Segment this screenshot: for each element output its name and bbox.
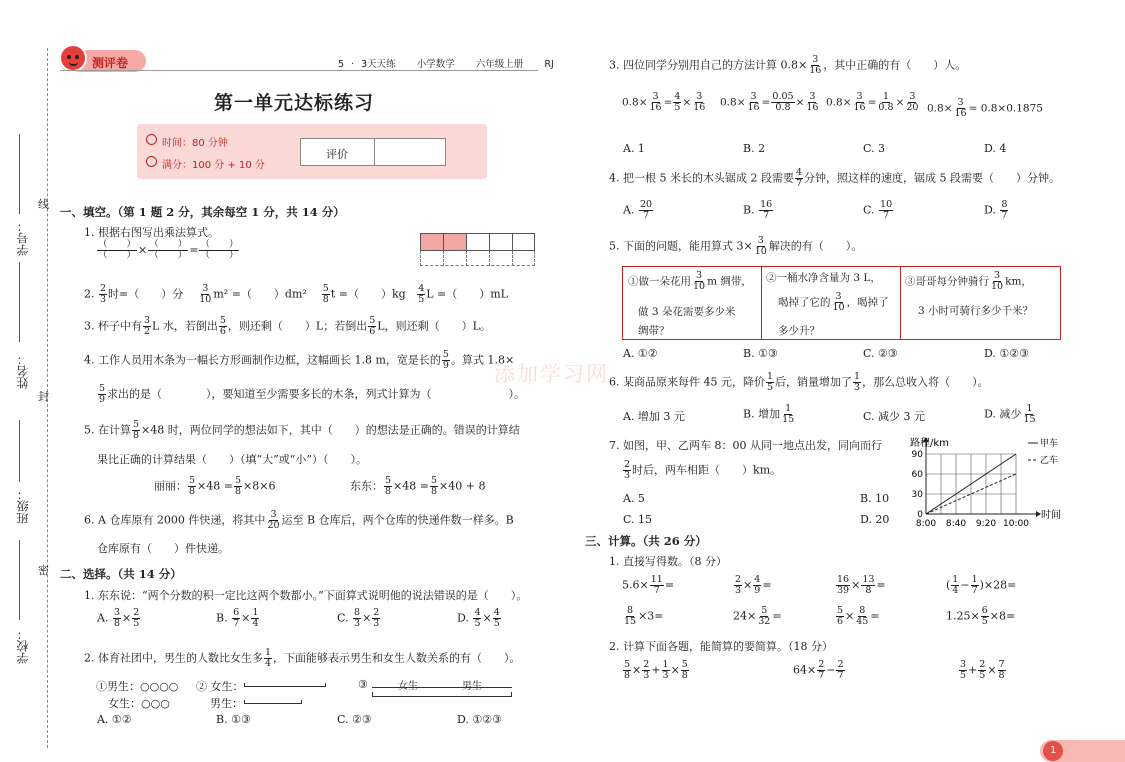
q1-blank-n2: （ ） <box>149 239 188 250</box>
calc-item-6: 24× $\frac{5}{32}$ = <box>733 605 782 627</box>
c5-box1b: m 绸带， <box>707 275 752 288</box>
q4-num: 4. <box>84 353 95 367</box>
c1-option-d[interactable]: D. $\frac{4}{5}$ × $\frac{4}{5}$ <box>457 607 500 629</box>
c2-answer-c[interactable]: C. ②③ <box>337 713 372 726</box>
c5-answer-d[interactable]: D. ①②③ <box>984 347 1030 360</box>
xuexiao-line <box>19 540 20 620</box>
time-limit: 时间：80 分钟 <box>162 138 228 149</box>
c4-answer-b[interactable]: B. $\frac{16}{7}$ <box>743 199 773 221</box>
q1-text: 根据右图写出乘法算式。 <box>98 226 219 239</box>
q5-lili: 丽丽： $\frac{5}{8}$ ×48 = $\frac{5}{8}$ ×8×6 <box>154 475 276 497</box>
c1-option-a[interactable]: A. $\frac{3}{8}$ × $\frac{2}{5}$ <box>97 607 140 629</box>
q3-text-d: L，则还剩（ ）L。 <box>377 319 491 333</box>
c2-opt2-girls-bar <box>244 683 326 687</box>
c5-divider-1 <box>761 266 762 340</box>
c7-text: 如图，甲、乙两车 8：00 从同一地点出发，同向而行 <box>623 439 882 452</box>
badge-mascot-icon <box>59 44 87 72</box>
c2-opt1-boys: ①男生：○○○○ <box>96 680 179 693</box>
c5-box3b: km， <box>1005 275 1032 288</box>
x-tick-label: 10:00 <box>1003 519 1029 529</box>
c5-box1-line2: 做 3 朵花需要多少米 <box>638 306 736 318</box>
c7-num: 7. <box>609 439 620 452</box>
c1 <box>84 587 527 603</box>
badge-label: 测评卷 <box>92 56 129 70</box>
q5-line2: 果比正确的计算结果（ ）（填“大”或“小”）（ ）。 <box>97 453 367 466</box>
page-title: 第一单元达标练习 <box>214 92 375 114</box>
q6-text-1a: A 仓库原有 2000 件快递，将其中 <box>98 513 266 527</box>
calc-d1-text: 直接写得数。（8 分） <box>623 555 727 568</box>
c2-num: 2. <box>84 651 95 665</box>
y-tick-label: 90 <box>911 450 923 460</box>
c6-text3: ，那么总收入将（ ）。 <box>862 375 989 389</box>
calc-d2-text: 计算下面各题，能简算的要简算。（18 分） <box>623 640 833 653</box>
c4-answer-a[interactable]: A. $\frac{20}{7}$ <box>623 199 653 221</box>
c4-answer-c[interactable]: C. $\frac{10}{7}$ <box>863 199 893 221</box>
q3-num: 3. <box>84 319 95 333</box>
c2-opt1-girls: 女生：○○○ <box>108 697 170 710</box>
x-tick-label: 9:20 <box>975 519 997 529</box>
calc-item-5: $\frac{8}{15}$ ×3= <box>624 605 664 627</box>
q5-dongdong: 东东： $\frac{5}{8}$ ×48 = $\frac{5}{8}$ ×40 + 8 <box>350 475 486 497</box>
c5-box3a: ③哥哥每分钟骑行 <box>905 275 989 288</box>
x-tick-label: 8:00 <box>915 519 937 529</box>
c4: 4. 把一根 5 米长的木头锯成 2 段需要 $\frac{4}{7}$ 分钟，照这样的速度，锯成 5 段需要（ ）分钟。 <box>609 167 1061 189</box>
q4-line2: $\frac{5}{9}$ 求出的是（ ），要知道至少需要多长的木条，列式计算为（ ）。 <box>99 383 526 405</box>
calc-d1-num: 1. <box>609 555 620 568</box>
c6-text2: 后，销量增加了 <box>775 375 853 389</box>
q2-part-1: 时=（ ）分 <box>108 287 184 301</box>
c5-text2: 解决的有（ ）。 <box>768 239 863 253</box>
y-tick-label: 60 <box>911 470 923 480</box>
q1-blank-n1: （ ） <box>98 239 137 250</box>
q5-lili-eq2: ×8×6 <box>243 479 276 493</box>
c1-option-c[interactable]: C. $\frac{8}{3}$ × $\frac{2}{3}$ <box>337 607 380 629</box>
book-subject: 小学数学 <box>416 59 455 70</box>
eval-label: 评价 <box>326 148 348 161</box>
calc-d2 <box>609 638 833 654</box>
c5-box3-line1: ③哥哥每分钟骑行 $\frac{3}{10}$ km， <box>905 270 1032 292</box>
c3-method-3: 0.8× $\frac{3}{16}$ = $\frac{1}{0.8}$ × $\frac{3}{20}$ <box>826 91 919 113</box>
q3-text-b: L 水，若倒出 <box>152 319 218 333</box>
c2-opt2-boys-bar <box>244 700 302 704</box>
q5-num: 5. <box>84 423 95 437</box>
q1 <box>84 224 219 240</box>
c1-b-label: B. <box>216 611 228 625</box>
c3-last: = 0.8×0.1875 <box>968 102 1043 115</box>
q6-num: 6. <box>84 513 95 527</box>
c1-text: 东东说：“两个分数的积一定比这两个数都小。”下面算式说明他的说法错误的是（ ）。 <box>98 589 528 602</box>
q6-line2: 仓库原有（ ）件快递。 <box>97 542 229 555</box>
calc-item-4: ( $\frac{1}{4}$ − $\frac{1}{7}$ )×28= <box>946 574 1017 596</box>
xuehao-line <box>19 134 20 214</box>
c5-text: 下面的问题，能用算式 3× <box>623 239 753 253</box>
c2-text: 体育社团中，男生的人数比女生多 <box>98 651 263 665</box>
legend-label-2: 乙车 <box>1040 456 1059 466</box>
q5-text-1b: ×48 时，两位同学的想法如下，其中（ ）的想法是正确的。错误的计算结 <box>141 423 520 437</box>
y-axis-label: 路程/km <box>910 438 949 449</box>
c2-text2: ，下面能够表示男生和女生人数关系的有（ ）。 <box>273 651 521 665</box>
distance-time-chart <box>896 432 1064 532</box>
c2-opt3-label: ③ <box>358 678 368 691</box>
c5-box2b: 喝掉了它的 <box>778 296 831 309</box>
c7-answer-a[interactable]: A. 5 <box>623 492 645 505</box>
c1-num: 1. <box>84 589 95 602</box>
calc-simplify-1: $\frac{5}{8}$ × $\frac{2}{3}$ + $\frac{1}{3}$ × $\frac{5}{8}$ <box>624 659 688 681</box>
q1-blank-d2: （ ） <box>149 249 188 261</box>
y-tick-label: 30 <box>911 490 923 500</box>
c2-opt3-brace-girls <box>372 687 442 688</box>
q1-blank-d1: （ ） <box>98 249 137 261</box>
banji-line <box>19 420 20 482</box>
legend-label-1: 甲车 <box>1040 439 1059 449</box>
section-fill: 一、填空。（第 1 题 2 分，其余每空 1 分，共 14 分） <box>60 205 345 219</box>
c3-answer-c[interactable]: C. 3 <box>863 142 886 155</box>
side-label-xian: 线 <box>38 198 49 211</box>
c7-answer-d[interactable]: D. 20 <box>860 513 890 526</box>
q2-part-4: L =（ ）mL <box>426 287 508 301</box>
q2-num: 2. <box>84 287 95 301</box>
y-tick-label: 0 <box>917 510 923 520</box>
header-rule <box>60 70 538 71</box>
c5-box1-line3: 绸带？ <box>638 325 670 337</box>
c5-box1-line1: ①做一朵花用 $\frac{3}{10}$ m 绸带， <box>628 270 752 292</box>
eval-divider <box>374 138 375 166</box>
q4-line1: 4. 工作人员用木条为一幅长方形画制作边框，这幅画长 1.8 m，宽是长的 $\frac{5}{9}$ 。算式 1.8× <box>84 349 515 371</box>
calc-simplify-3: $\frac{3}{5}$ + $\frac{2}{5}$ × $\frac{7}{8}$ <box>960 659 1005 681</box>
c2: 2. 体育社团中，男生的人数比女生多 $\frac{1}{4}$ ，下面能够表示男生和女生人数关系的有（ ）。 <box>84 647 521 669</box>
c2-answer-d[interactable]: D. ①②③ <box>457 713 503 726</box>
c1-d-label: D. <box>457 611 469 625</box>
xingming-line <box>19 262 20 342</box>
c6-answer-b[interactable]: B. 增加 $\frac{1}{15}$ <box>743 403 795 425</box>
c7-answer-b[interactable]: B. 10 <box>860 492 890 505</box>
side-label-xuehao: 学号： <box>16 220 30 256</box>
q3: 3. 杯子中有 $\frac{3}{2}$ L 水，若倒出 $\frac{5}{6}$ ，则还剩（ ）L；若倒出 $\frac{5}{6}$ L，则还剩（ ）L。 <box>84 315 491 337</box>
page-number: 1 <box>1050 745 1057 756</box>
c6-d-label: D. 减少 <box>984 407 1022 421</box>
book-info <box>338 56 554 70</box>
c5-box2c: ，喝掉了 <box>846 296 889 309</box>
q5-dd-label: 东东： <box>350 479 383 493</box>
c2-opt3-boys: 男生 <box>462 681 482 692</box>
book-series: 5 · 3天天练 <box>338 59 396 70</box>
side-label-banji: 班级： <box>16 488 30 524</box>
c2-opt3-brace-boys <box>442 687 512 688</box>
calc-d1 <box>609 553 727 569</box>
q2: 2. $\frac{2}{3}$ 时=（ ）分 $\frac{3}{10}$ m² =（ ）dm² $\frac{5}{8}$ t =（ ）kg $\frac{4}{5}$ L =（ ）mL <box>84 283 508 305</box>
c3-method-1: 0.8× $\frac{3}{16}$ = $\frac{4}{5}$ × $\frac{3}{16}$ <box>622 91 706 113</box>
q2-part-3: t =（ ）kg <box>330 287 406 301</box>
c5-divider-2 <box>900 266 901 340</box>
c5-box2-line1: ②一桶水净含量为 3 L， <box>766 272 881 284</box>
c2-opt3-girls: 女生 <box>398 681 418 692</box>
c6-answer-a[interactable]: A. 增加 3 元 <box>623 410 685 423</box>
c7-text2: 时后，两车相距（ ）km。 <box>632 463 782 477</box>
q1-num: 1. <box>84 226 95 239</box>
q1-blank-d3: （ ） <box>200 249 239 261</box>
section-calc: 三、计算。（共 26 分） <box>585 534 707 548</box>
q5-text-1a: 在计算 <box>98 423 131 437</box>
c7-answer-c[interactable]: C. 15 <box>623 513 653 526</box>
c3-text: 四位同学分别用自己的方法计算 0.8× <box>623 58 808 72</box>
c4-num: 4. <box>609 171 620 185</box>
c3-answer-b[interactable]: B. 2 <box>743 142 766 155</box>
calc-simplify-2: 64× $\frac{2}{7}$ − $\frac{2}{7}$ <box>793 659 844 681</box>
c5-box1a: ①做一朵花用 <box>628 275 691 288</box>
q3-text-a: 杯子中有 <box>98 319 142 333</box>
c2-opt2-boys: 男生： <box>210 697 243 710</box>
eval-box <box>300 138 446 166</box>
q6-line1: 6. A 仓库原有 2000 件快递，将其中 $\frac{3}{20}$ 运至 B 仓库后，两个仓库的快递件数一样多。B <box>84 509 514 531</box>
x-tick-label: 8:40 <box>945 519 967 529</box>
q5-lili-eq: ×48 = <box>197 479 233 493</box>
c6: 6. 某商品原来每件 45 元，降价 $\frac{1}{5}$ 后，销量增加了 $\frac{1}{3}$ ，那么总收入将（ ）。 <box>609 371 989 393</box>
c5-answer-c[interactable]: C. ②③ <box>863 347 898 360</box>
watermark: 添加学习网 <box>494 362 609 386</box>
side-label-mi: 密 <box>38 564 49 577</box>
c7 <box>609 437 882 453</box>
c5: 5. 下面的问题，能用算式 3× $\frac{3}{10}$ 解决的有（ ）。 <box>609 235 863 257</box>
c6-num: 6. <box>609 375 620 389</box>
c2-opt2-girls: ② 女生： <box>196 680 244 693</box>
c2-answer-a[interactable]: A. ①② <box>97 713 132 726</box>
q1-blank-n3: （ ） <box>200 239 239 250</box>
book-grade: 六年级上册 <box>475 59 524 70</box>
full-score: 满分：100 分 + 10 分 <box>162 160 265 171</box>
c6-b-label: B. 增加 <box>743 407 781 421</box>
check-icon <box>146 156 157 167</box>
calc-item-2: $\frac{2}{3}$ × $\frac{4}{9}$ = <box>735 574 772 596</box>
c3-text2: ，其中正确的有（ ）人。 <box>823 58 967 72</box>
q6-text-1b: 运至 B 仓库后，两个仓库的快递件数一样多。B <box>281 513 514 527</box>
q5-line1: 5. 在计算 $\frac{5}{8}$ ×48 时，两位同学的想法如下，其中（ ）的想法是正确的。错误的计算结 <box>84 419 520 441</box>
calc-item-7: $\frac{5}{6}$ × $\frac{8}{45}$ = <box>837 605 880 627</box>
c3-answer-a[interactable]: A. 1 <box>623 142 645 155</box>
q5-dd-eq2: ×40 + 8 <box>439 479 486 493</box>
c2-opt3-bar <box>372 692 512 697</box>
c4-text2: 分钟，照这样的速度，锯成 5 段需要（ ）分钟。 <box>804 171 1061 185</box>
side-label-xuexiao: 学校： <box>16 628 30 664</box>
calc-item-3: $\frac{16}{39}$ × $\frac{13}{8}$ = <box>837 574 886 596</box>
c7-line2: $\frac{2}{3}$ 时后，两车相距（ ）km。 <box>624 459 782 481</box>
side-label-xingming: 姓名： <box>16 353 30 389</box>
x-axis-label: 时间 <box>1041 510 1061 521</box>
c5-answer-a[interactable]: A. ①② <box>623 347 658 360</box>
c1-option-b[interactable]: B. $\frac{6}{7}$ × $\frac{1}{4}$ <box>216 607 259 629</box>
book-edition: RJ <box>544 59 554 70</box>
c6-answer-d[interactable]: D. 减少 $\frac{1}{15}$ <box>984 403 1036 425</box>
calc-d2-num: 2. <box>609 640 620 653</box>
c4-text: 把一根 5 米长的木头锯成 2 段需要 <box>623 171 794 185</box>
c5-box2-line3: 多少升？ <box>778 325 820 337</box>
q4-text-2: 求出的是（ ），要知道至少需要多长的木条，列式计算为（ ）。 <box>107 387 526 401</box>
c6-text: 某商品原来每件 45 元，降价 <box>623 375 765 389</box>
c6-answer-c[interactable]: C. 减少 3 元 <box>863 410 926 423</box>
q5-lili-label: 丽丽： <box>154 479 187 493</box>
q5-dd-eq: ×48 = <box>393 479 429 493</box>
c1-c-label: C. <box>337 611 349 625</box>
c3: 3. 四位同学分别用自己的方法计算 0.8× $\frac{3}{16}$ ，其中正确的有（ ）人。 <box>609 54 967 76</box>
clock-icon <box>146 134 157 145</box>
q3-text-c: ，则还剩（ ）L；若倒出 <box>227 319 368 333</box>
q4-text-1: 工作人员用木条为一幅长方形画制作边框，这幅画长 1.8 m，宽是长的 <box>98 353 441 367</box>
section-choice: 二、选择。（共 14 分） <box>60 567 182 581</box>
q2-part-2: m² =（ ）dm² <box>213 287 307 301</box>
calc-item-1: 5.6× $\frac{11}{7}$ = <box>622 574 675 596</box>
c5-box3-line2: 3 小时可骑行多少千米？ <box>918 305 1034 317</box>
c2-answer-b[interactable]: B. ①③ <box>216 713 251 726</box>
side-label-feng: 封 <box>38 390 49 403</box>
q1-expression: $\frac{( )}{( )}$ × $\frac{( )}{( )}$ = $\frac{( )}{( )}$ <box>98 239 239 261</box>
c4-answer-d[interactable]: D. $\frac{8}{7}$ <box>984 199 1008 221</box>
c5-box2-line2: 喝掉了它的 $\frac{3}{10}$ ，喝掉了 <box>778 291 889 313</box>
c3-method-2: 0.8× $\frac{3}{16}$ = $\frac{0.05}{0.8}$ × $\frac{3}{16}$ <box>720 91 819 113</box>
c3-num: 3. <box>609 58 620 72</box>
c3-answer-d[interactable]: D. 4 <box>984 142 1007 155</box>
c3-method-4: 0.8× $\frac{3}{16}$ = 0.8×0.1875 <box>927 97 1043 119</box>
c5-answer-b[interactable]: B. ①③ <box>743 347 778 360</box>
q4-text-1b: 。算式 1.8× <box>450 353 515 367</box>
c5-num: 5. <box>609 239 620 253</box>
c1-a-label: A. <box>97 611 109 625</box>
calc-item-8: 1.25× $\frac{6}{5}$ ×8= <box>946 605 1016 627</box>
